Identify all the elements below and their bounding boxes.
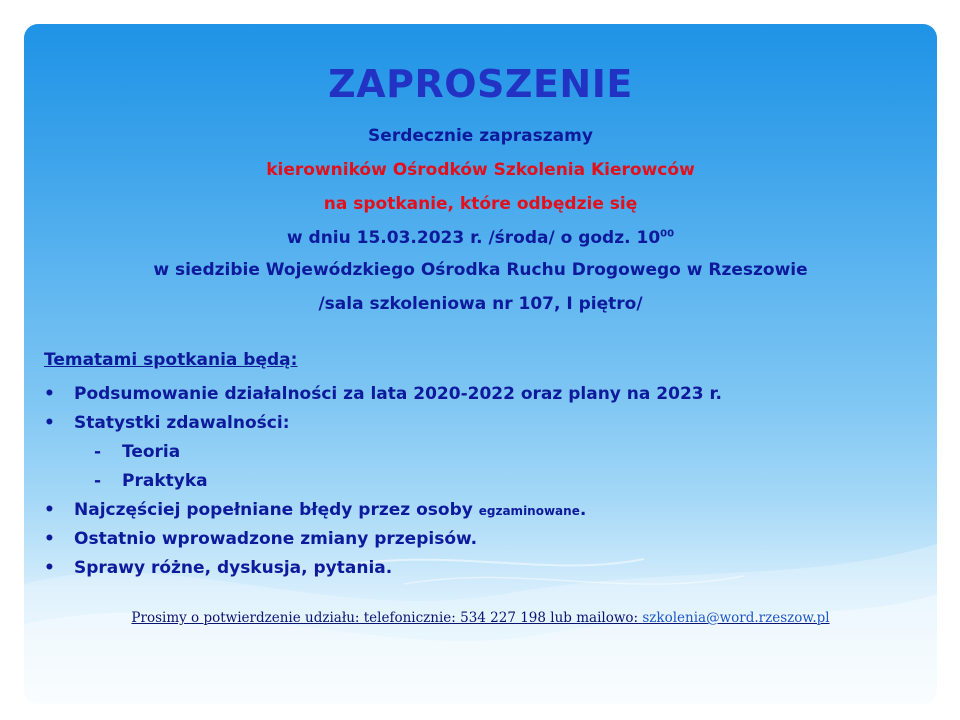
topics-heading: Tematami spotkania będą: — [44, 350, 298, 370]
intro-line-2: kierowników Ośrodków Szkolenia Kierowców — [266, 160, 695, 180]
topics-list — [44, 380, 924, 583]
meeting-date: w dniu 15.03.2023 r. /środa/ o godz. 10 — [286, 228, 661, 248]
email-link[interactable]: szkolenia@word.rzeszow.pl — [642, 610, 830, 626]
sub-list-item: - Praktyka — [44, 467, 924, 496]
slide — [24, 24, 937, 704]
intro-line-6: /sala szkoleniowa nr 107, I piętro/ — [318, 294, 643, 314]
page-title: ZAPROSZENIE — [328, 62, 633, 106]
list-item: • Statystki zdawalności: — [44, 409, 924, 438]
footer-confirmation — [24, 610, 937, 626]
list-item-small-text: egzaminowane — [478, 504, 580, 518]
topics-section — [44, 350, 924, 583]
list-item-end: . — [579, 500, 587, 520]
intro-line-5: w siedzibie Wojewódzkiego Ośrodka Ruchu Drogowego w Rzeszowie — [153, 260, 808, 280]
list-item-text: Najczęściej popełniane błędy przez osoby — [74, 500, 479, 520]
intro-line-4 — [24, 228, 937, 248]
list-item: • Podsumowanie działalności za lata 2020-2022 oraz plany na 2023 r. — [44, 380, 924, 409]
list-item: • Sprawy różne, dyskusja, pytania. — [44, 554, 924, 583]
intro-line-1: Serdecznie zapraszamy — [368, 126, 593, 146]
intro-line-3: na spotkanie, które odbędzie się — [323, 194, 638, 214]
list-item: • Ostatnio wprowadzone zmiany przepisów. — [44, 525, 924, 554]
sub-list-item: - Teoria — [44, 438, 924, 467]
meeting-time-minutes: 00 — [660, 228, 675, 240]
footer-text: Prosimy o potwierdzenie udziału: telefonicznie: 534 227 198 lub mailowo: — [131, 610, 643, 626]
list-item — [44, 496, 924, 525]
